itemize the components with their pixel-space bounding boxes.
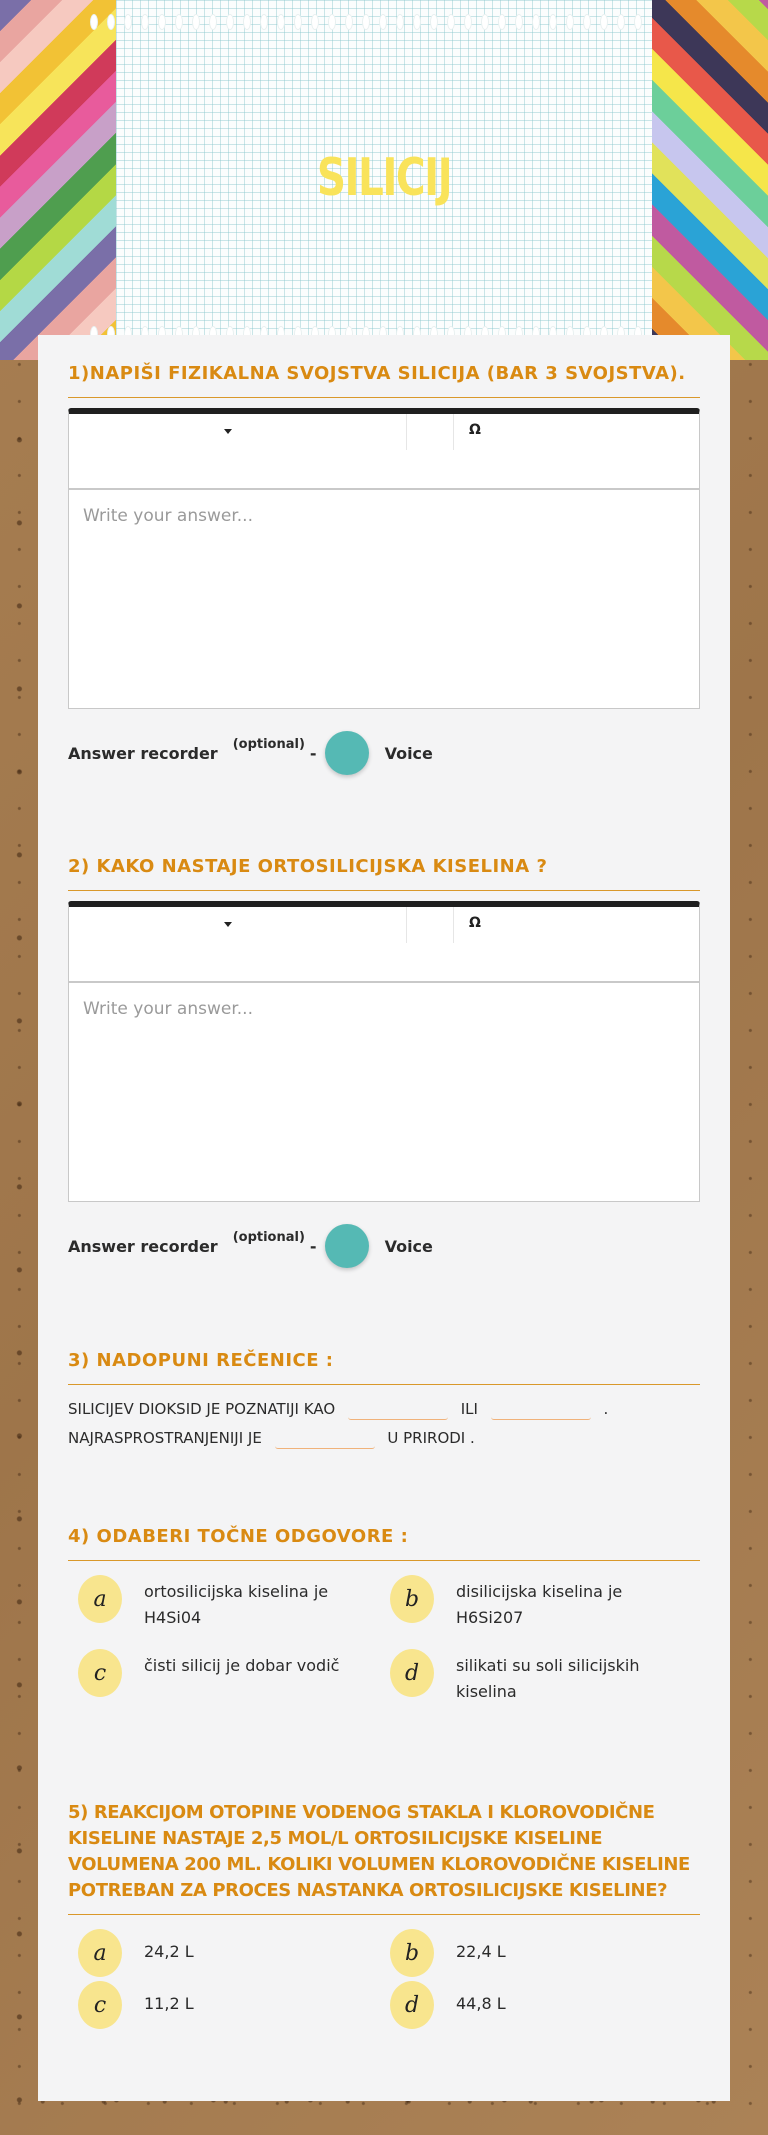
answer-editor-1 (68, 408, 700, 709)
recorder-label: Answer recorder (68, 1236, 218, 1256)
option-letter-badge: a (78, 1929, 122, 1977)
recorder-optional: (optional) (232, 1229, 305, 1245)
option-c[interactable] (68, 1981, 380, 2029)
font-select-dropdown[interactable] (69, 907, 409, 943)
question-4-title: 4) ODABERI TOČNE ODGOVORE : (68, 1524, 700, 1561)
banner-chevron-right (652, 0, 768, 360)
special-character-button[interactable]: Ω (469, 422, 481, 438)
toolbar-divider (453, 414, 454, 450)
record-voice-button[interactable] (325, 731, 369, 775)
option-letter-badge: c (78, 1981, 122, 2029)
toolbar-button[interactable] (407, 414, 453, 450)
blank-input-1[interactable] (348, 1400, 448, 1420)
option-text: 44,8 L (456, 1994, 506, 2013)
recorder-optional: (optional) (232, 736, 305, 752)
recorder-label: Answer recorder (68, 743, 218, 763)
question-5 (68, 1800, 700, 2033)
worksheet-title: SILICIJ (316, 148, 452, 208)
toolbar-divider (453, 907, 454, 943)
worksheet-card (38, 335, 730, 2101)
toolbar-button[interactable] (407, 907, 453, 943)
option-b[interactable] (380, 1575, 692, 1631)
option-a[interactable] (68, 1575, 380, 1631)
caret-down-icon (224, 922, 232, 927)
option-letter-badge: d (390, 1981, 434, 2029)
option-letter-badge: b (390, 1929, 434, 1977)
option-text: čisti silicij je dobar vodič (144, 1656, 340, 1675)
sentence-text: . (603, 1400, 609, 1418)
option-text: disilicijska kiselina je H6Si207 (456, 1582, 623, 1627)
answer-recorder (68, 1224, 700, 1268)
option-text: 22,4 L (456, 1942, 506, 1961)
header-banner (0, 0, 768, 360)
answer-recorder (68, 731, 700, 775)
option-text: 11,2 L (144, 1994, 194, 2013)
option-text: silikati su soli silicijskih kiselina (456, 1656, 640, 1701)
answer-textarea[interactable]: Write your answer... (83, 999, 253, 1019)
answer-editor-2 (68, 901, 700, 1202)
option-letter-badge: a (78, 1575, 122, 1623)
question-3 (68, 1348, 700, 1453)
answer-options (68, 1575, 700, 1723)
question-5-title: 5) REAKCIJOM OTOPINE VODENOG STAKLA I KLOROVODIČNE KISELINE NASTAJE 2,5 MOL/L ORTOSILICIJSKE KISELINE VOLUMENA 200 ML. KOLIKI VOLUMEN KLOROVODIČNE KISELINE POTREBAN ZA PROCES NASTANKA ORTOSILICIJSKE KISELINE? (68, 1800, 700, 1915)
recorder-dash: - (309, 743, 317, 763)
record-voice-button[interactable] (325, 1224, 369, 1268)
question-4 (68, 1524, 700, 1723)
sentence-text: NAJRASPROSTRANJENIJI JE (68, 1429, 262, 1447)
blank-input-3[interactable] (275, 1429, 375, 1449)
question-3-title: 3) NADOPUNI REČENICE : (68, 1348, 700, 1385)
option-text: 24,2 L (144, 1942, 194, 1961)
answer-textarea[interactable]: Write your answer... (83, 506, 253, 526)
sentence-text: U PRIRODI . (387, 1429, 475, 1447)
option-text: ortosilicijska kiselina je H4Si04 (144, 1582, 329, 1627)
question-1-title: 1)NAPIŠI FIZIKALNA SVOJSTVA SILICIJA (BAR 3 SVOJSTVA). (68, 361, 700, 398)
sentence-text: ILI (460, 1400, 478, 1418)
editor-toolbar (69, 907, 699, 983)
question-2-title: 2) KAKO NASTAJE ORTOSILICIJSKA KISELINA ? (68, 854, 700, 891)
fill-in-sentences (68, 1395, 700, 1453)
option-c[interactable] (68, 1649, 380, 1705)
option-letter-badge: b (390, 1575, 434, 1623)
option-a[interactable] (68, 1929, 380, 1977)
sentence-text: SILICIJEV DIOKSID JE POZNATIJI KAO (68, 1400, 336, 1418)
option-d[interactable] (380, 1649, 692, 1705)
voice-label: Voice (384, 1236, 433, 1256)
blank-input-2[interactable] (491, 1400, 591, 1420)
caret-down-icon (224, 429, 232, 434)
option-d[interactable] (380, 1981, 692, 2029)
option-letter-badge: d (390, 1649, 434, 1697)
editor-toolbar (69, 414, 699, 490)
option-letter-badge: c (78, 1649, 122, 1697)
font-select-dropdown[interactable] (69, 414, 409, 450)
answer-options (68, 1929, 700, 2033)
question-2 (68, 854, 700, 1268)
recorder-dash: - (309, 1236, 317, 1256)
question-1 (68, 361, 700, 775)
voice-label: Voice (384, 743, 433, 763)
option-b[interactable] (380, 1929, 692, 1977)
notebook-holes-top (90, 14, 768, 32)
special-character-button[interactable]: Ω (469, 915, 481, 931)
